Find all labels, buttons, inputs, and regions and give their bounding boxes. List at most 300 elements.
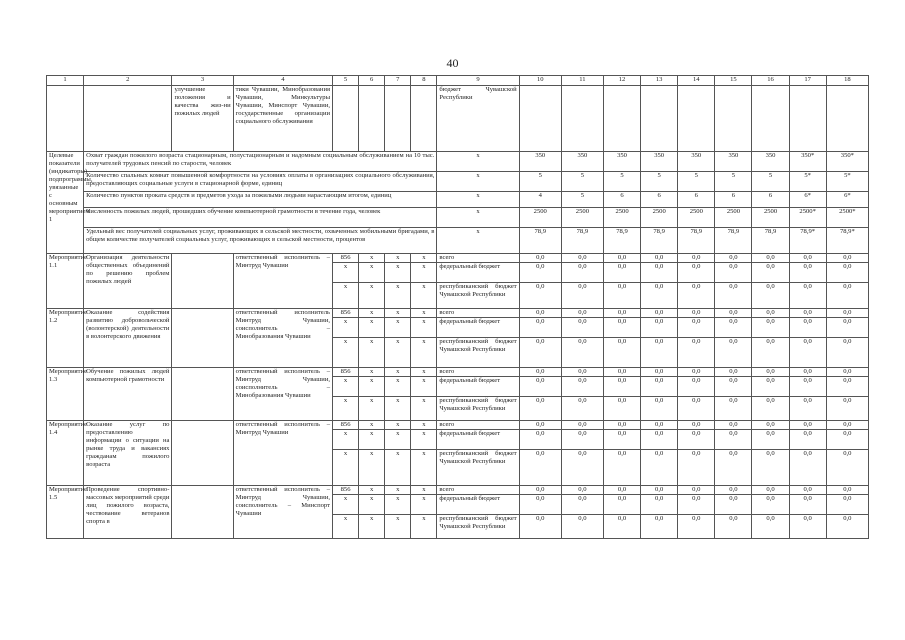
column-number: 17 xyxy=(789,76,826,86)
code-cell: x xyxy=(411,368,437,377)
measure-name: Обучение пожилых людей компьютерной грамотности xyxy=(84,368,172,421)
indicator-value: 5 xyxy=(641,172,678,192)
measure-executor: ответственный исполнитель – Минтруд Чувашии, соисполнитель – Минобразования Чувашии xyxy=(233,368,332,421)
funding-value: 0,0 xyxy=(789,515,826,539)
code-cell: x xyxy=(385,515,411,539)
cont-cell-11 xyxy=(561,86,603,152)
funding-value: 0,0 xyxy=(561,254,603,263)
code-cell: x xyxy=(359,397,385,421)
indicator-x: x xyxy=(437,208,519,228)
funding-value: 0,0 xyxy=(678,421,715,430)
code-cell: x xyxy=(411,263,437,283)
grbs-code: 856 xyxy=(333,254,359,263)
funding-value: 0,0 xyxy=(789,495,826,515)
funding-value: 0,0 xyxy=(603,338,640,368)
cont-executors: тики Чувашии, Минобразования Чувашии, Минкультуры Чувашии, Минспорт Чувашии, государственные организации социального обслуживания xyxy=(233,86,332,152)
indicator-row xyxy=(47,152,869,172)
funding-value: 0,0 xyxy=(561,318,603,338)
funding-value: 0,0 xyxy=(603,309,640,318)
indicator-value: 78,9* xyxy=(789,228,826,254)
funding-value: 0,0 xyxy=(789,338,826,368)
cont-cell-13 xyxy=(641,86,678,152)
measure-row xyxy=(47,486,869,495)
funding-value: 0,0 xyxy=(789,309,826,318)
grbs-code: 856 xyxy=(333,486,359,495)
indicator-text: Охват граждан пожилого возраста стационарным, полустационарным и надомным социальным обслуживанием на 10 тыс. получателей трудовых пенсий по старости, человек xyxy=(84,152,437,172)
funding-value: 0,0 xyxy=(752,515,789,539)
funding-value: 0,0 xyxy=(678,263,715,283)
indicator-text: Количество спальных комнат повышенной комфортности на условиях оплаты в организациях социального обслуживания, предоставляющих социальные услуги в стационарной форме, единиц xyxy=(84,172,437,192)
grbs-code: x xyxy=(333,263,359,283)
indicator-text: Численность пожилых людей, прошедших обучение компьютерной грамотности в течение года, человек xyxy=(84,208,437,228)
cont-goal: улучшение положения и качества жиз-ни пожилых людей xyxy=(172,86,233,152)
cont-cell-6 xyxy=(359,86,385,152)
funding-value: 0,0 xyxy=(519,318,561,338)
column-number: 18 xyxy=(826,76,868,86)
funding-value: 0,0 xyxy=(678,495,715,515)
column-number: 7 xyxy=(385,76,411,86)
funding-value: 0,0 xyxy=(678,338,715,368)
indicator-value: 6 xyxy=(678,192,715,208)
indicator-value: 6 xyxy=(603,192,640,208)
funding-value: 0,0 xyxy=(519,495,561,515)
funding-value: 0,0 xyxy=(519,338,561,368)
funding-value: 0,0 xyxy=(603,254,640,263)
funding-value: 0,0 xyxy=(826,430,868,450)
funding-value: 0,0 xyxy=(715,430,752,450)
funding-value: 0,0 xyxy=(519,368,561,377)
funding-value: 0,0 xyxy=(752,309,789,318)
indicator-value: 78,9 xyxy=(715,228,752,254)
column-number: 10 xyxy=(519,76,561,86)
funding-value: 0,0 xyxy=(715,486,752,495)
column-number: 9 xyxy=(437,76,519,86)
code-cell: x xyxy=(411,254,437,263)
measure-label: Мероприятие 1.2 xyxy=(47,309,84,368)
measure-row xyxy=(47,421,869,430)
funding-value: 0,0 xyxy=(752,495,789,515)
measure-executor: ответственный исполнитель Минтруд Чувашии, соисполнитель – Минобразования Чувашии xyxy=(233,309,332,368)
cont-cell-14 xyxy=(678,86,715,152)
column-number: 1 xyxy=(47,76,84,86)
code-cell: x xyxy=(385,397,411,421)
page-number: 40 xyxy=(446,56,459,70)
funding-value: 0,0 xyxy=(561,377,603,397)
measure-name: Оказание услуг по предоставлению информации о ситуации на рынке труда и вакансиях гражданам пожилого возраста xyxy=(84,421,172,486)
funding-value: 0,0 xyxy=(603,515,640,539)
code-cell: x xyxy=(385,283,411,309)
indicator-value: 350 xyxy=(519,152,561,172)
funding-value: 0,0 xyxy=(752,368,789,377)
indicator-x: x xyxy=(437,192,519,208)
funding-value: 0,0 xyxy=(752,254,789,263)
funding-value: 0,0 xyxy=(519,263,561,283)
funding-source: всего xyxy=(437,368,519,377)
code-cell: x xyxy=(385,377,411,397)
indicator-value: 2500 xyxy=(561,208,603,228)
funding-value: 0,0 xyxy=(561,515,603,539)
funding-source: всего xyxy=(437,254,519,263)
funding-value: 0,0 xyxy=(603,421,640,430)
code-cell: x xyxy=(359,421,385,430)
indicator-value: 6* xyxy=(789,192,826,208)
funding-value: 0,0 xyxy=(678,450,715,486)
funding-source: республиканский бюджет Чувашской Республики xyxy=(437,338,519,368)
indicator-row xyxy=(47,208,869,228)
cont-cell-2 xyxy=(84,86,172,152)
table-body xyxy=(47,76,869,539)
code-cell: x xyxy=(385,309,411,318)
funding-value: 0,0 xyxy=(603,263,640,283)
funding-value: 0,0 xyxy=(678,254,715,263)
funding-value: 0,0 xyxy=(826,263,868,283)
funding-value: 0,0 xyxy=(641,430,678,450)
funding-value: 0,0 xyxy=(715,450,752,486)
funding-value: 0,0 xyxy=(789,254,826,263)
indicator-value: 78,9 xyxy=(641,228,678,254)
funding-value: 0,0 xyxy=(519,254,561,263)
funding-value: 0,0 xyxy=(826,338,868,368)
funding-value: 0,0 xyxy=(561,368,603,377)
grbs-code: 856 xyxy=(333,421,359,430)
funding-value: 0,0 xyxy=(752,397,789,421)
funding-value: 0,0 xyxy=(752,377,789,397)
funding-source: республиканский бюджет Чувашской Республики xyxy=(437,450,519,486)
funding-value: 0,0 xyxy=(752,430,789,450)
indicator-value: 78,9 xyxy=(519,228,561,254)
funding-value: 0,0 xyxy=(561,397,603,421)
column-number: 8 xyxy=(411,76,437,86)
code-cell: x xyxy=(411,515,437,539)
code-cell: x xyxy=(359,368,385,377)
funding-value: 0,0 xyxy=(678,318,715,338)
indicator-value: 6 xyxy=(715,192,752,208)
funding-value: 0,0 xyxy=(641,495,678,515)
funding-value: 0,0 xyxy=(826,397,868,421)
indicator-value: 78,9 xyxy=(561,228,603,254)
funding-value: 0,0 xyxy=(826,450,868,486)
funding-value: 0,0 xyxy=(561,263,603,283)
funding-value: 0,0 xyxy=(561,495,603,515)
funding-value: 0,0 xyxy=(678,486,715,495)
funding-value: 0,0 xyxy=(789,430,826,450)
code-cell: x xyxy=(411,377,437,397)
indicator-value: 350 xyxy=(752,152,789,172)
cont-cell-5 xyxy=(333,86,359,152)
funding-value: 0,0 xyxy=(603,397,640,421)
code-cell: x xyxy=(359,430,385,450)
indicator-value: 350 xyxy=(715,152,752,172)
program-table xyxy=(46,75,869,539)
funding-value: 0,0 xyxy=(561,283,603,309)
funding-value: 0,0 xyxy=(561,486,603,495)
code-cell: x xyxy=(411,283,437,309)
funding-value: 0,0 xyxy=(561,338,603,368)
funding-value: 0,0 xyxy=(826,515,868,539)
funding-value: 0,0 xyxy=(561,450,603,486)
funding-value: 0,0 xyxy=(519,309,561,318)
funding-value: 0,0 xyxy=(641,450,678,486)
indicator-value: 78,9* xyxy=(826,228,868,254)
code-cell: x xyxy=(411,430,437,450)
indicator-value: 2500* xyxy=(826,208,868,228)
funding-value: 0,0 xyxy=(641,368,678,377)
funding-value: 0,0 xyxy=(826,486,868,495)
funding-value: 0,0 xyxy=(519,283,561,309)
measure-row xyxy=(47,254,869,263)
indicator-value: 5 xyxy=(561,172,603,192)
indicator-text: Количество пунктов проката средств и предметов ухода за пожилыми людьми нарастающим итогом, единиц xyxy=(84,192,437,208)
code-cell: x xyxy=(385,486,411,495)
indicator-value: 5* xyxy=(789,172,826,192)
indicator-value: 5 xyxy=(752,172,789,192)
code-cell: x xyxy=(359,515,385,539)
funding-value: 0,0 xyxy=(715,318,752,338)
indicator-value: 2500 xyxy=(678,208,715,228)
cont-cell-1 xyxy=(47,86,84,152)
column-number: 16 xyxy=(752,76,789,86)
indicator-x: x xyxy=(437,228,519,254)
funding-value: 0,0 xyxy=(789,377,826,397)
funding-value: 0,0 xyxy=(678,283,715,309)
code-cell: x xyxy=(385,430,411,450)
cont-cell-15 xyxy=(715,86,752,152)
funding-value: 0,0 xyxy=(603,377,640,397)
funding-value: 0,0 xyxy=(603,450,640,486)
funding-value: 0,0 xyxy=(789,283,826,309)
funding-value: 0,0 xyxy=(752,263,789,283)
code-cell: x xyxy=(359,254,385,263)
continuation-row xyxy=(47,86,869,152)
funding-value: 0,0 xyxy=(715,338,752,368)
funding-value: 0,0 xyxy=(789,397,826,421)
cont-cell-17 xyxy=(789,86,826,152)
funding-value: 0,0 xyxy=(603,368,640,377)
indicator-value: 2500 xyxy=(752,208,789,228)
funding-value: 0,0 xyxy=(519,450,561,486)
funding-value: 0,0 xyxy=(826,368,868,377)
funding-value: 0,0 xyxy=(789,263,826,283)
funding-value: 0,0 xyxy=(641,283,678,309)
funding-value: 0,0 xyxy=(752,318,789,338)
indicator-value: 78,9 xyxy=(752,228,789,254)
indicator-x: x xyxy=(437,152,519,172)
funding-value: 0,0 xyxy=(641,377,678,397)
indicator-value: 6* xyxy=(826,192,868,208)
column-number: 13 xyxy=(641,76,678,86)
funding-value: 0,0 xyxy=(752,421,789,430)
funding-value: 0,0 xyxy=(789,368,826,377)
funding-source: республиканский бюджет Чувашской Республики xyxy=(437,283,519,309)
code-cell: x xyxy=(359,283,385,309)
grbs-code: x xyxy=(333,397,359,421)
funding-value: 0,0 xyxy=(641,397,678,421)
indicator-value: 5 xyxy=(715,172,752,192)
funding-source: федеральный бюджет xyxy=(437,263,519,283)
measure-label: Мероприятие 1.3 xyxy=(47,368,84,421)
funding-value: 0,0 xyxy=(561,421,603,430)
code-cell: x xyxy=(385,318,411,338)
funding-value: 0,0 xyxy=(519,486,561,495)
cont-cell-12 xyxy=(603,86,640,152)
funding-value: 0,0 xyxy=(678,430,715,450)
measure-empty xyxy=(172,368,233,421)
funding-source: всего xyxy=(437,421,519,430)
code-cell: x xyxy=(359,495,385,515)
cont-cell-18 xyxy=(826,86,868,152)
measure-row xyxy=(47,309,869,318)
measure-empty xyxy=(172,421,233,486)
grbs-code: x xyxy=(333,377,359,397)
funding-value: 0,0 xyxy=(603,430,640,450)
code-cell: x xyxy=(385,338,411,368)
funding-source: всего xyxy=(437,309,519,318)
funding-value: 0,0 xyxy=(678,368,715,377)
code-cell: x xyxy=(359,486,385,495)
funding-value: 0,0 xyxy=(641,263,678,283)
funding-value: 0,0 xyxy=(752,338,789,368)
funding-value: 0,0 xyxy=(826,318,868,338)
code-cell: x xyxy=(359,309,385,318)
funding-value: 0,0 xyxy=(789,318,826,338)
column-number: 11 xyxy=(561,76,603,86)
funding-value: 0,0 xyxy=(826,309,868,318)
grbs-code: 856 xyxy=(333,309,359,318)
funding-value: 0,0 xyxy=(641,318,678,338)
grbs-code: x xyxy=(333,450,359,486)
code-cell: x xyxy=(359,263,385,283)
code-cell: x xyxy=(411,450,437,486)
code-cell: x xyxy=(359,318,385,338)
funding-value: 0,0 xyxy=(603,495,640,515)
column-number: 4 xyxy=(233,76,332,86)
column-number-row xyxy=(47,76,869,86)
indicator-value: 350 xyxy=(678,152,715,172)
targets-label: Целевые показатели (индикаторы) подпрограммы, увязанные с основным мероприятием 1 xyxy=(47,152,84,254)
code-cell: x xyxy=(359,338,385,368)
funding-value: 0,0 xyxy=(519,377,561,397)
funding-value: 0,0 xyxy=(641,421,678,430)
code-cell: x xyxy=(385,263,411,283)
indicator-value: 5 xyxy=(678,172,715,192)
funding-value: 0,0 xyxy=(715,309,752,318)
funding-value: 0,0 xyxy=(715,495,752,515)
code-cell: x xyxy=(385,254,411,263)
measure-executor: ответственный исполнитель – Минтруд Чувашии xyxy=(233,421,332,486)
funding-value: 0,0 xyxy=(519,430,561,450)
code-cell: x xyxy=(411,338,437,368)
funding-value: 0,0 xyxy=(715,421,752,430)
code-cell: x xyxy=(411,495,437,515)
cont-source: бюджет Чувашской Республики xyxy=(437,86,519,152)
funding-value: 0,0 xyxy=(826,254,868,263)
funding-value: 0,0 xyxy=(789,421,826,430)
measure-empty xyxy=(172,309,233,368)
funding-source: федеральный бюджет xyxy=(437,430,519,450)
funding-source: федеральный бюджет xyxy=(437,318,519,338)
column-number: 15 xyxy=(715,76,752,86)
funding-value: 0,0 xyxy=(715,515,752,539)
funding-value: 0,0 xyxy=(603,318,640,338)
code-cell: x xyxy=(385,421,411,430)
funding-value: 0,0 xyxy=(519,397,561,421)
measure-empty xyxy=(172,254,233,309)
funding-value: 0,0 xyxy=(641,254,678,263)
funding-value: 0,0 xyxy=(752,486,789,495)
indicator-value: 4 xyxy=(519,192,561,208)
funding-value: 0,0 xyxy=(678,309,715,318)
funding-value: 0,0 xyxy=(826,421,868,430)
indicator-value: 78,9 xyxy=(603,228,640,254)
indicator-row xyxy=(47,192,869,208)
cont-cell-16 xyxy=(752,86,789,152)
measure-name: Оказание содействия развитию добровольческой (волонтерской) деятельности в волонтерского движения xyxy=(84,309,172,368)
grbs-code: x xyxy=(333,495,359,515)
measure-row xyxy=(47,368,869,377)
funding-value: 0,0 xyxy=(561,309,603,318)
funding-value: 0,0 xyxy=(752,283,789,309)
code-cell: x xyxy=(411,486,437,495)
grbs-code: 856 xyxy=(333,368,359,377)
indicator-text: Удельный вес получателей социальных услуг, проживающих в сельской местности, охваченных мобильными бригадами, в общем количестве получателей социальных услуг, проживающих в сельской местности, процентов xyxy=(84,228,437,254)
measure-label: Мероприятие 1.5 xyxy=(47,486,84,539)
indicator-value: 2500 xyxy=(641,208,678,228)
column-number: 5 xyxy=(333,76,359,86)
funding-value: 0,0 xyxy=(641,309,678,318)
code-cell: x xyxy=(385,450,411,486)
funding-value: 0,0 xyxy=(641,515,678,539)
measure-label: Мероприятие 1.1 xyxy=(47,254,84,309)
column-number: 2 xyxy=(84,76,172,86)
measure-name: Проведение спортивно-массовых мероприятий среди лиц пожилого возраста, чествование ветеранов спорта в xyxy=(84,486,172,539)
funding-value: 0,0 xyxy=(715,368,752,377)
cont-cell-8 xyxy=(411,86,437,152)
code-cell: x xyxy=(411,309,437,318)
code-cell: x xyxy=(411,318,437,338)
indicator-value: 2500 xyxy=(715,208,752,228)
column-number: 14 xyxy=(678,76,715,86)
funding-value: 0,0 xyxy=(752,450,789,486)
code-cell: x xyxy=(385,495,411,515)
cont-cell-7 xyxy=(385,86,411,152)
funding-value: 0,0 xyxy=(519,421,561,430)
code-cell: x xyxy=(359,377,385,397)
indicator-value: 350 xyxy=(641,152,678,172)
indicator-row xyxy=(47,228,869,254)
indicator-value: 5* xyxy=(826,172,868,192)
funding-value: 0,0 xyxy=(603,283,640,309)
funding-value: 0,0 xyxy=(789,486,826,495)
funding-value: 0,0 xyxy=(603,486,640,495)
funding-value: 0,0 xyxy=(789,450,826,486)
funding-source: всего xyxy=(437,486,519,495)
funding-value: 0,0 xyxy=(561,430,603,450)
funding-value: 0,0 xyxy=(641,486,678,495)
funding-value: 0,0 xyxy=(715,254,752,263)
measure-name: Организация деятельности общественных объединений по решению проблем пожилых людей xyxy=(84,254,172,309)
funding-source: республиканский бюджет Чувашской Республики xyxy=(437,397,519,421)
grbs-code: x xyxy=(333,515,359,539)
indicator-value: 78,9 xyxy=(678,228,715,254)
funding-value: 0,0 xyxy=(641,338,678,368)
column-number: 12 xyxy=(603,76,640,86)
code-cell: x xyxy=(359,450,385,486)
funding-source: федеральный бюджет xyxy=(437,377,519,397)
grbs-code: x xyxy=(333,283,359,309)
funding-value: 0,0 xyxy=(826,495,868,515)
indicator-value: 5 xyxy=(519,172,561,192)
funding-value: 0,0 xyxy=(715,377,752,397)
